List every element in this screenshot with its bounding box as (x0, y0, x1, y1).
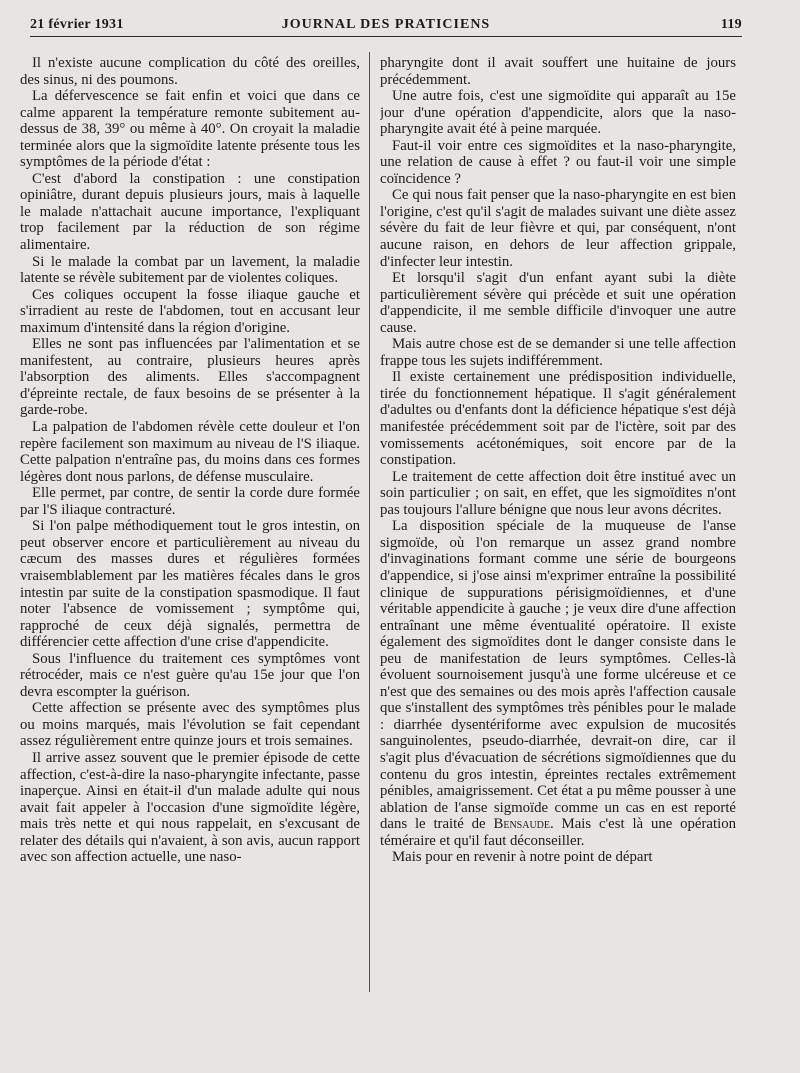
paragraph: Elle permet, par contre, de sentir la corde dure formée par l'S iliaque contracturé. (20, 485, 360, 518)
paragraph: Une autre fois, c'est une sigmoïdite qui apparaît au 15e jour d'une opération d'appendicite, alors que la naso-pharyngite avait été à peine marquée. (380, 88, 736, 138)
paragraph: Ces coliques occupent la fosse iliaque gauche et s'irradient au reste de l'abdomen, tout en accusant leur maximum d'intensité dans la région d'origine. (20, 286, 360, 336)
paragraph: Et lorsqu'il s'agit d'un enfant ayant subi la diète particulièrement sévère qui précède et suit une opération d'appendicite, il me semble difficile d'invoquer une autre cause. (380, 270, 736, 336)
paragraph-text-tail: . Mais c'est là une opération téméraire et qu'il faut déconseiller. (380, 816, 736, 849)
paragraph: Cette affection se présente avec des symptômes plus ou moins marqués, mais l'évolution se fait cependant assez régulièrement entre quinze jours et trois semaines. (20, 700, 360, 750)
paragraph (380, 518, 736, 849)
header-date: 21 février 1931 (30, 17, 124, 32)
right-column (380, 55, 736, 1060)
paragraph: Ce qui nous fait penser que la naso-pharyngite en est bien l'origine, c'est qu'il s'agit de malades suivant une diète assez sévère du fait de leur fièvre et qui, par conséquent, n'ont aucune raison, en dehors de leur affection grippale, d'infecter leur intestin. (380, 187, 736, 270)
author-name: Bensaude (493, 816, 551, 833)
header-page-number: 119 (720, 17, 742, 32)
left-column (20, 55, 360, 1060)
paragraph: Si le malade la combat par un lavement, la maladie latente se révèle subitement par de violentes coliques. (20, 253, 360, 287)
paragraph: Si l'on palpe méthodiquement tout le gros intestin, on peut observer encore et particulièrement au niveau du cæcum des masses dures et régulières formées vraisemblablement par les matières fécales dans le gros intestin par suite de la constipation spasmodique. Il faut noter l'absence de vomissement ; symptôme qui, rapproché de ceux déjà signalés, permettra de différencier cette affection d'une crise d'appendicite. (20, 518, 360, 651)
paragraph: La palpation de l'abdomen révèle cette douleur et l'on repère facilement son maximum au niveau de l'S iliaque. Cette palpation n'entraîne pas, du moins dans ces formes légères dont nous parlons, de défense musculaire. (20, 419, 360, 485)
paragraph: La défervescence se fait enfin et voici que dans ce calme apparent la température remonte subitement au-dessus de 38, 39° ou même à 40°. On croyait la maladie terminée alors que la sigmoïdite latente présente tous les symptômes de la période d'état : (20, 88, 360, 171)
paragraph: Elles ne sont pas influencées par l'alimentation et se manifestent, au contraire, plusieurs heures après l'absorption des aliments. Elles s'accompagnent d'épreinte rectale, de faux besoins de se présenter à la garde-robe. (20, 336, 360, 419)
running-header (30, 14, 742, 37)
paragraph: Le traitement de cette affection doit être institué avec un soin particulier ; on sait, en effet, que les sigmoïdites n'ont pas toujours l'allure bénigne que nous leur avons décrites. (380, 468, 736, 518)
paragraph: Il n'existe aucune complication du côté des oreilles, des sinus, ni des poumons. (20, 55, 360, 88)
paragraph-text: La disposition spéciale de la muqueuse de l'anse sigmoïde, où l'on remarque un assez grand nombre d'invaginations formant comme une série de bourgeons d'appendice, si j'ose ainsi m'exprimer entraîne la possibilité clinique de suppurations périsigmoïdiennes, et d'une véritable appendicite à gauche ; je veux dire d'une affection entraînant une même éventualité opératoire. Il existe également des sigmoïdites dont le danger consiste dans le peu de manifestation de leurs symptômes. Celles-là évoluent sournoisement jusqu'à une forme ulcéreuse et ce n'est que des semaines ou des mois après l'affection causale que s'installent des symptômes très pénibles pour le malade : diarrhée dysentériforme avec expulsion de mucosités sanguinolentes, pseudo-diarrhée, devrait-on dire, car il s'agit plus d'évacuation de sécrétions sigmoïdiennes que du contenu du gros intestin, épreintes rectales extrêmement pénibles, amaigrissement. Cet état a pu même pousser à une ablation de l'anse sigmoïde comme un cas en est reporté dans le traité de (380, 518, 736, 833)
paragraph: Mais pour en revenir à notre point de départ (392, 849, 653, 866)
column-divider (369, 52, 370, 992)
paragraph: Sous l'influence du traitement ces symptômes vont rétrocéder, mais ce n'est guère qu'au 15e jour que l'on devra escompter la guérison. (20, 650, 360, 700)
paragraph: Il existe certainement une prédisposition individuelle, tirée du fonctionnement hépatique. Il s'agit généralement d'adultes ou d'enfants dont la déficience hépatique s'est déjà manifestée précédemment soit par de l'ictère, soit par des vomissements acétonémiques, soit encore par de la constipation. (380, 369, 736, 469)
paragraph: pharyngite dont il avait souffert une huitaine de jours précédemment. (380, 55, 736, 88)
paragraph: C'est d'abord la constipation : une constipation opiniâtre, durant depuis plusieurs jours, mais à laquelle le malade n'attachait aucune importance, l'expliquant trop facilement par la réduction de son régime alimentaire. (20, 170, 360, 254)
paragraph: Mais autre chose est de se demander si une telle affection frappe tous les sujets indifféremment. (380, 336, 736, 369)
header-journal-title: JOURNAL DES PRATICIENS (281, 17, 491, 32)
paragraph: Il arrive assez souvent que le premier épisode de cette affection, c'est-à-dire la naso-pharyngite infectante, passe inaperçue. Ainsi en était-il d'un malade adulte qui nous avait fait appeler à l'occasion d'une sigmoïdite légère, mais très nette et qui nous rappelait, en s'excusant de relater des détails qui n'avaient, à son avis, aucun rapport avec son affection actuelle, une naso- (20, 749, 360, 866)
paragraph: Faut-il voir entre ces sigmoïdites et la naso-pharyngite, une relation de cause à effet ? ou faut-il voir une simple coïncidence ? (380, 137, 736, 187)
